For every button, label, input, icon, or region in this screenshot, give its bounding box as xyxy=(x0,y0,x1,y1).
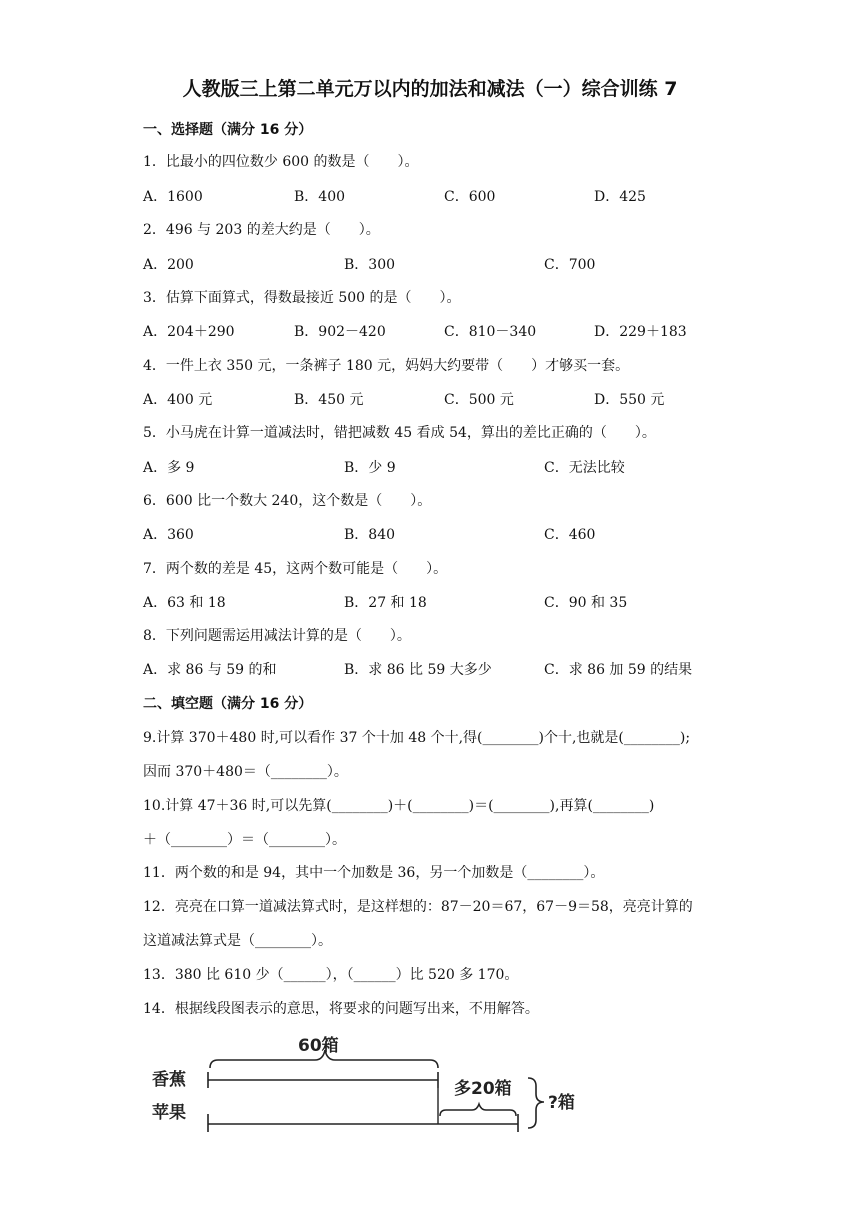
question-8-option-b: B．求 86 比 59 大多少 xyxy=(344,662,492,678)
question-1-stem: 1．比最小的四位数少 600 的数是（ ）。 xyxy=(143,154,419,170)
question-4-option-a: A．400 元 xyxy=(143,392,213,408)
label-apple: 苹果 xyxy=(152,1103,186,1123)
question-5-option-c: C．无法比较 xyxy=(544,460,625,476)
question-12-line-2: 这道减法算式是（________）。 xyxy=(143,933,332,949)
line-segment-diagram xyxy=(140,1028,600,1148)
page-title: 人教版三上第二单元万以内的加法和减法（一）综合训练 7 xyxy=(182,78,678,100)
question-8-stem: 8．下列问题需运用减法计算的是（ ）。 xyxy=(143,628,411,644)
question-6-option-b: B．840 xyxy=(344,527,396,543)
question-8-option-c: C．求 86 加 59 的结果 xyxy=(544,662,693,678)
question-6-option-a: A．360 xyxy=(143,527,194,543)
question-10-line-1: 10.计算 47＋36 时,可以先算(________)＋(________)＝(________),再算(________) xyxy=(143,798,655,814)
question-7-option-c: C．90 和 35 xyxy=(544,595,628,611)
question-4-stem: 4．一件上衣 350 元，一条裤子 180 元，妈妈大约要带（ ）才够买一套。 xyxy=(143,358,630,374)
question-5-stem: 5．小马虎在计算一道减法时，错把减数 45 看成 54，算出的差比正确的（ ）。 xyxy=(143,425,656,441)
question-2-option-c: C．700 xyxy=(544,257,596,273)
question-2-option-a: A．200 xyxy=(143,257,194,273)
question-3-option-d: D．229＋183 xyxy=(594,324,687,340)
total-brace xyxy=(528,1078,544,1128)
question-1-option-c: C．600 xyxy=(444,189,496,205)
question-9-line-1: 9.计算 370＋480 时,可以看作 37 个十加 48 个十,得(________)个十,也就是(________); xyxy=(143,730,691,746)
question-5-option-a: A．多 9 xyxy=(143,460,195,476)
section-heading-fill-blank: 二、填空题（满分 16 分） xyxy=(143,696,313,712)
question-7-option-a: A．63 和 18 xyxy=(143,595,226,611)
question-7-stem: 7．两个数的差是 45，这两个数可能是（ ）。 xyxy=(143,561,448,577)
question-6-stem: 6．600 比一个数大 240，这个数是（ ）。 xyxy=(143,493,432,509)
question-8-option-a: A．求 86 与 59 的和 xyxy=(143,662,277,678)
top-label: 60箱 xyxy=(298,1036,339,1056)
question-13-stem: 13．380 比 610 少（______），（______）比 520 多 170。 xyxy=(143,967,519,983)
question-1-option-b: B．400 xyxy=(294,189,346,205)
question-3-option-a: A．204＋290 xyxy=(143,324,235,340)
question-4-option-d: D．550 元 xyxy=(594,392,665,408)
question-3-option-b: B．902－420 xyxy=(294,324,386,340)
question-12-line-1: 12．亮亮在口算一道减法算式时，是这样想的：87－20＝67，67－9＝58，亮亮计算的 xyxy=(143,899,693,915)
extra-brace xyxy=(440,1104,516,1116)
question-2-stem: 2．496 与 203 的差大约是（ ）。 xyxy=(143,222,380,238)
question-1-option-d: D．425 xyxy=(594,189,646,205)
question-4-option-c: C．500 元 xyxy=(444,392,514,408)
section-heading-choice: 一、选择题（满分 16 分） xyxy=(143,122,313,138)
question-7-option-b: B．27 和 18 xyxy=(344,595,427,611)
question-label: ?箱 xyxy=(548,1093,575,1113)
label-banana: 香蕉 xyxy=(152,1070,186,1090)
question-14-stem: 14．根据线段图表示的意思，将要求的问题写出来，不用解答。 xyxy=(143,1001,539,1017)
question-6-option-c: C．460 xyxy=(544,527,596,543)
question-10-line-2: ＋（________）＝（________）。 xyxy=(143,832,346,848)
question-1-option-a: A．1600 xyxy=(143,189,203,205)
question-4-option-b: B．450 元 xyxy=(294,392,364,408)
question-5-option-b: B．少 9 xyxy=(344,460,396,476)
question-3-option-c: C．810－340 xyxy=(444,324,537,340)
question-3-stem: 3．估算下面算式，得数最接近 500 的是（ ）。 xyxy=(143,290,461,306)
question-9-line-2: 因而 370＋480＝（________）。 xyxy=(143,764,348,780)
question-2-option-b: B．300 xyxy=(344,257,396,273)
question-11-stem: 11．两个数的和是 94，其中一个加数是 36，另一个加数是（________）。 xyxy=(143,865,605,881)
more-label: 多20箱 xyxy=(454,1079,512,1099)
